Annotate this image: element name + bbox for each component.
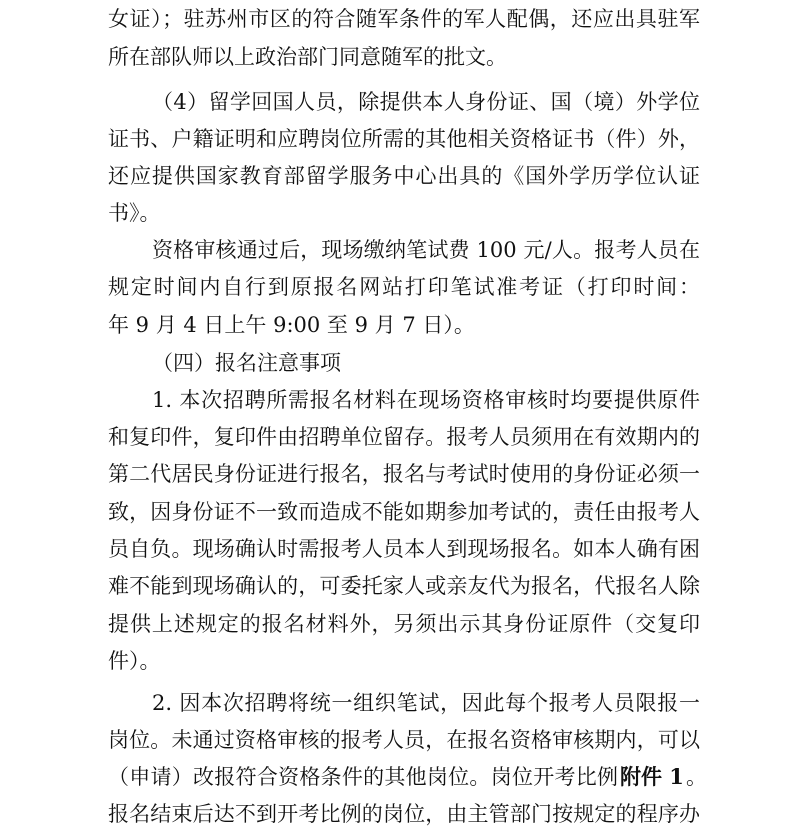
- section-heading-text: （四）报名注意事项: [152, 351, 341, 375]
- text-line: [0, 758, 800, 796]
- text-line: [0, 530, 800, 568]
- text-segment: 证书、户籍证明和应聘岗位所需的其他相关资格证书（件）外，: [108, 127, 700, 151]
- text-line: [0, 83, 800, 121]
- section-heading: [0, 344, 800, 382]
- text-line: [0, 194, 800, 232]
- text-segment: 资格审核通过后，现场缴纳笔试费 100 元/人。报考人员在: [152, 238, 700, 262]
- text-segment: 书》。: [108, 201, 161, 225]
- text-segment: 员自负。现场确认时需报考人员本人到现场报名。如本人确有困: [108, 537, 700, 561]
- text-segment: 件）。: [108, 649, 161, 673]
- text-line: [0, 38, 800, 76]
- text-line: [0, 157, 800, 195]
- text-segment: 2. 因本次招聘将统一组织笔试，因此每个报考人员限报一: [152, 691, 700, 715]
- text-line: [0, 493, 800, 531]
- text-line: [0, 795, 800, 830]
- text-segment: 规定时间内自行到原报名网站打印笔试准考证（打印时间：: [108, 275, 700, 299]
- text-segment: 所在部队师以上政治部门同意随军的批文。: [108, 45, 507, 69]
- text-segment: 第二代居民身份证进行报名，报名与考试时使用的身份证必须一: [108, 462, 700, 486]
- text-line: [0, 455, 800, 493]
- text-line: [0, 268, 800, 306]
- attachment-reference: 附件 1: [620, 764, 684, 789]
- text-segment: 致，因身份证不一致而造成不能如期参加考试的，责任由报考人: [108, 500, 700, 524]
- text-segment: （申请）改报符合资格条件的其他岗位。岗位开考比例: [108, 765, 618, 789]
- text-segment: 报名结束后达不到开考比例的岗位，由主管部门按规定的程序办: [108, 802, 700, 826]
- text-line: [0, 684, 800, 722]
- text-segment: 年 9 月 4 日上午 9:00 至 9 月 7 日）。: [108, 313, 475, 337]
- text-segment: （4）留学回国人员，除提供本人身份证、国（境）外学位: [152, 90, 700, 114]
- text-line: [0, 642, 800, 680]
- text-line: [0, 120, 800, 158]
- text-line: [0, 721, 800, 759]
- text-segment: 和复印件，复印件由招聘单位留存。报考人员须用在有效期内的: [108, 425, 700, 449]
- text-segment: 岗位。未通过资格审核的报考人员，在报名资格审核期内，可以: [108, 728, 700, 752]
- text-line: [0, 567, 800, 605]
- text-line: [0, 418, 800, 456]
- text-segment: 还应提供国家教育部留学服务中心出具的《国外学历学位认证: [108, 164, 700, 188]
- text-segment: 。: [686, 765, 707, 789]
- text-segment: 难不能到现场确认的，可委托家人或亲友代为报名，代报名人除: [108, 574, 700, 598]
- text-line: [0, 306, 800, 344]
- text-line: [0, 0, 800, 38]
- text-segment: 1. 本次招聘所需报名材料在现场资格审核时均要提供原件: [152, 388, 700, 412]
- text-line: [0, 381, 800, 419]
- text-line: [0, 231, 800, 269]
- text-segment: 提供上述规定的报名材料外，另须出示其身份证原件（交复印: [108, 612, 700, 636]
- text-segment: 女证）；驻苏州市区的符合随军条件的军人配偶，还应出具驻军: [108, 7, 700, 31]
- text-line: [0, 605, 800, 643]
